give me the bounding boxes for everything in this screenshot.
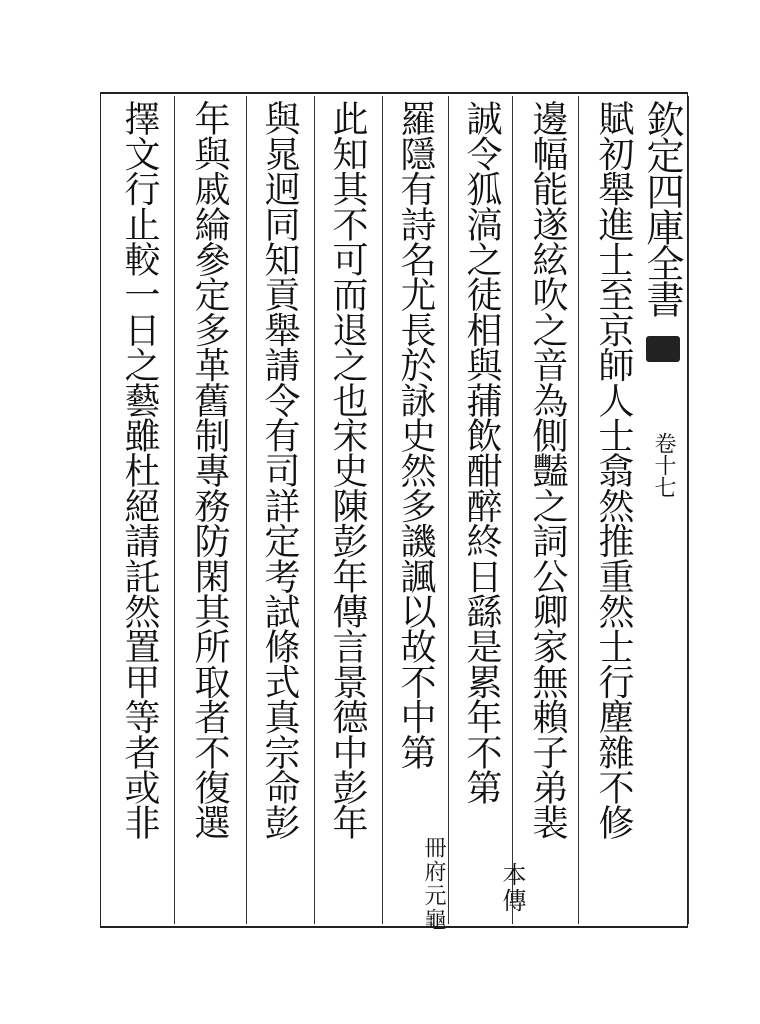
column-divider xyxy=(448,96,449,924)
fish-tail-mark-icon xyxy=(646,336,680,362)
column-divider xyxy=(314,96,315,924)
text-column-3: 誠令狐滈之徒相與蒱飲酣醉終日繇是累年不第 xyxy=(461,100,502,805)
margin-volume-number: 卷十七 xyxy=(651,432,676,498)
text-column-5: 此知其不可而退之也宋史陳彭年傳言景德中彭年 xyxy=(327,100,368,840)
source-note-text: 本傳 xyxy=(498,862,526,914)
column-divider xyxy=(174,96,175,924)
text-column-2: 邊幅能遂絃吹之音為側豔之詞公卿家無賴子弟裴 xyxy=(527,100,568,840)
text-column-8: 擇文行止較一日之藝雖杜絕請託然置甲等者或非 xyxy=(119,100,160,840)
column-divider xyxy=(382,96,383,924)
text-column-4: 羅隱有詩名尤長於詠史然多譏諷以故不中第 xyxy=(395,100,436,769)
text-column-7: 年與戚綸參定多革舊制專務防閑其所取者不復選 xyxy=(189,100,230,840)
margin-divider xyxy=(688,96,689,924)
column-divider xyxy=(578,96,579,924)
margin-book-title: 欽定四庫全書 xyxy=(640,100,684,316)
text-column-1: 賦初舉進士至京師人士翕然推重然士行塵雜不修 xyxy=(593,100,634,840)
source-note-cefu xyxy=(392,836,446,932)
source-note-benzhuan xyxy=(476,862,524,914)
column-divider xyxy=(246,96,247,924)
text-column-6: 與晁迥同知貢舉請令有司詳定考試條式真宗命彭 xyxy=(259,100,300,840)
source-note-text: 冊府元龜 xyxy=(421,836,446,932)
column-divider xyxy=(512,96,513,924)
